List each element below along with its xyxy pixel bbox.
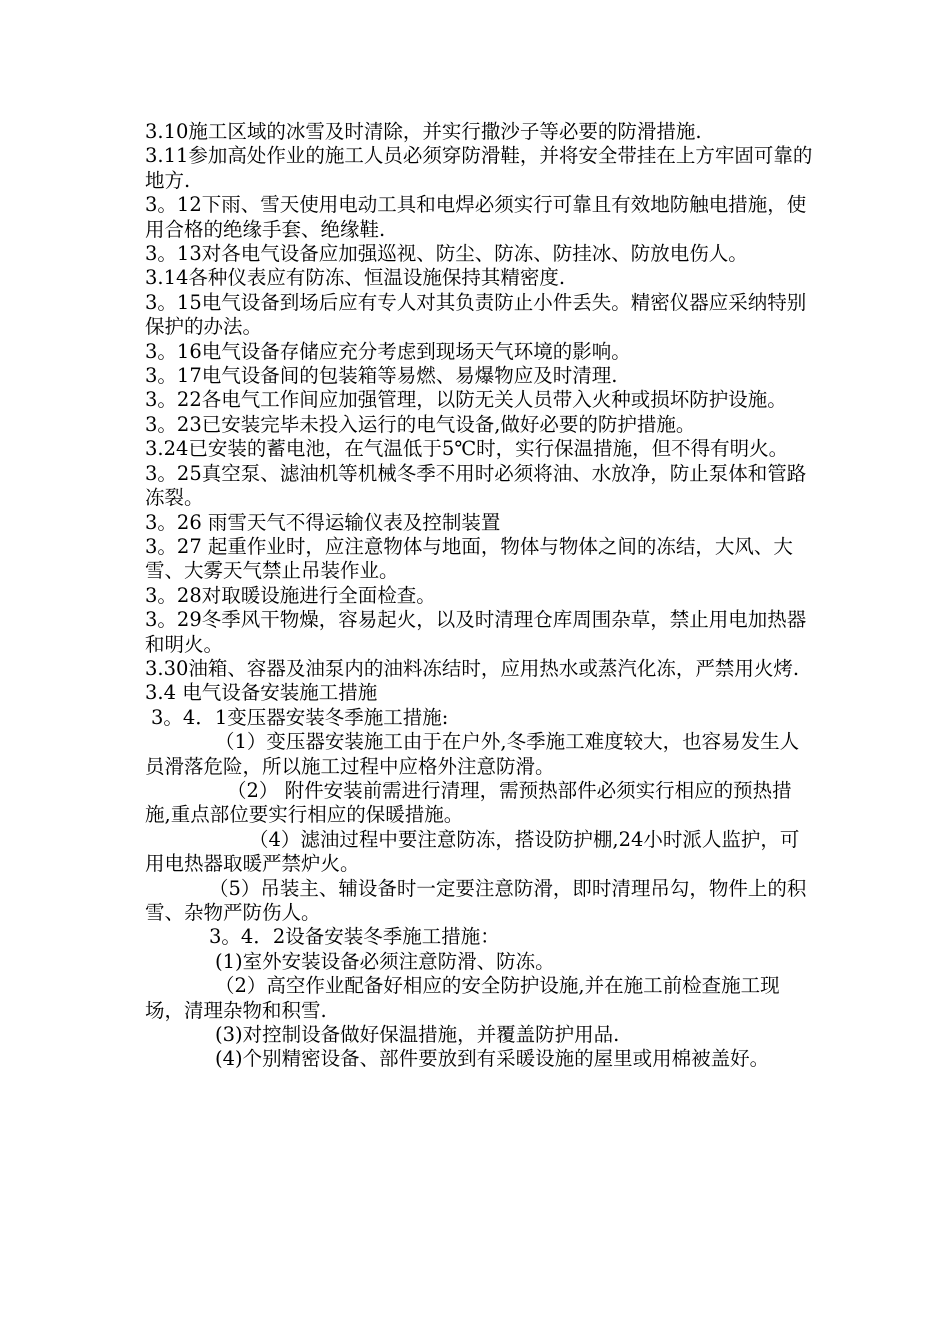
paragraph-3-14: 3.14各种仪表应有防冻、恒温设施保持其精密度. bbox=[145, 266, 566, 290]
paragraph-3-11: 3.11参加高处作业的施工人员必须穿防滑鞋，并将安全带挂在上方牢固可靠的地方. bbox=[145, 144, 813, 192]
item-transformer-4: （4）滤油过程中要注意防冻，搭设防护棚,24小时派人监护，可用电热器取暖严禁炉火。 bbox=[145, 827, 800, 876]
item-transformer-1: （1）变压器安装施工由于在户外,冬季施工难度较大，也容易发生人员滑落危险，所以施工过程中应格外注意防滑。 bbox=[145, 730, 800, 778]
paragraph-3-17: 3。17电气设备间的包装箱等易燃、易爆物应及时清理. bbox=[145, 364, 618, 388]
paragraph-3-10: 3.10施工区域的冰雪及时清除，并实行撒沙子等必要的防滑措施. bbox=[145, 120, 702, 143]
paragraph-3-15: 3。15电气设备到场后应有专人对其负责防止小件丢失。精密仪器应采纳特别保护的办法。 bbox=[145, 290, 807, 339]
subsection-heading-3-4-2: 3。4．2设备安装冬季施工措施： bbox=[209, 925, 500, 949]
paragraph-3-16: 3。16电气设备存储应充分考虑到现场天气环境的影响。 bbox=[145, 339, 631, 363]
subsection-heading-3-4-1: 3。4．1变压器安装冬季施工措施: bbox=[151, 705, 449, 729]
section-heading-3-4: 3.4 电气设备安装施工措施 bbox=[145, 681, 378, 705]
item-equipment-2: （2）高空作业配备好相应的安全防护设施,并在施工前检查施工现场，清理杂物和积雪. bbox=[145, 974, 780, 1022]
document-body bbox=[145, 120, 815, 1072]
paragraph-3-12: 3。12下雨、雪天使用电动工具和电焊必须实行可靠且有效地防触电措施，使用合格的绝缘手套、绝缘鞋. bbox=[145, 193, 807, 241]
paragraph-3-30: 3.30油箱、容器及油泵内的油料冻结时，应用热水或蒸汽化冻，严禁用火烤. bbox=[145, 656, 800, 680]
paragraph-3-24: 3.24已安装的蓄电池，在气温低于5℃时，实行保温措施，但不得有明火。 bbox=[145, 437, 789, 461]
paragraph-3-22: 3。22各电气工作间应加强管理，以防无关人员带入火种或损坏防护设施。 bbox=[145, 388, 787, 412]
item-transformer-2: （2） 附件安装前需进行清理，需预热部件必须实行相应的预热措施,重点部位要实行相应的保暖措施。 bbox=[145, 778, 792, 827]
paragraph-3-13: 3。13对各电气设备应加强巡视、防尘、防冻、防挂冰、防放电伤人。 bbox=[145, 242, 748, 266]
paragraph-3-29: 3。29冬季风干物燥，容易起火，以及时清理仓库周围杂草，禁止用电加热器和明火。 bbox=[145, 608, 807, 656]
item-transformer-5: （5）吊装主、辅设备时一定要注意防滑，即时清理吊勾，物件上的积雪、杂物严防伤人。 bbox=[145, 876, 807, 924]
item-equipment-1: (1)室外安装设备必须注意防滑、防冻。 bbox=[215, 949, 555, 973]
paragraph-3-27: 3。27 起重作业时，应注意物体与地面，物体与物体之间的冻结，大风、大雪、大雾天气禁止吊装作业。 bbox=[145, 534, 793, 583]
item-equipment-4: (4)个别精密设备、部件要放到有采暖设施的屋里或用棉被盖好。 bbox=[215, 1047, 770, 1071]
item-equipment-3: (3)对控制设备做好保温措施，并覆盖防护用品. bbox=[215, 1023, 620, 1047]
paragraph-3-23: 3。23已安装完毕未投入运行的电气设备,做好必要的防护措施。 bbox=[145, 412, 696, 436]
paragraph-3-26: 3。26 雨雪天气不得运输仪表及控制装置 bbox=[145, 510, 501, 534]
paragraph-3-25: 3。25真空泵、滤油机等机械冬季不用时必须将油、水放净，防止泵体和管路冻裂。 bbox=[145, 461, 807, 510]
paragraph-3-28: 3。28对取暖设施进行全面检查。 bbox=[145, 583, 436, 607]
